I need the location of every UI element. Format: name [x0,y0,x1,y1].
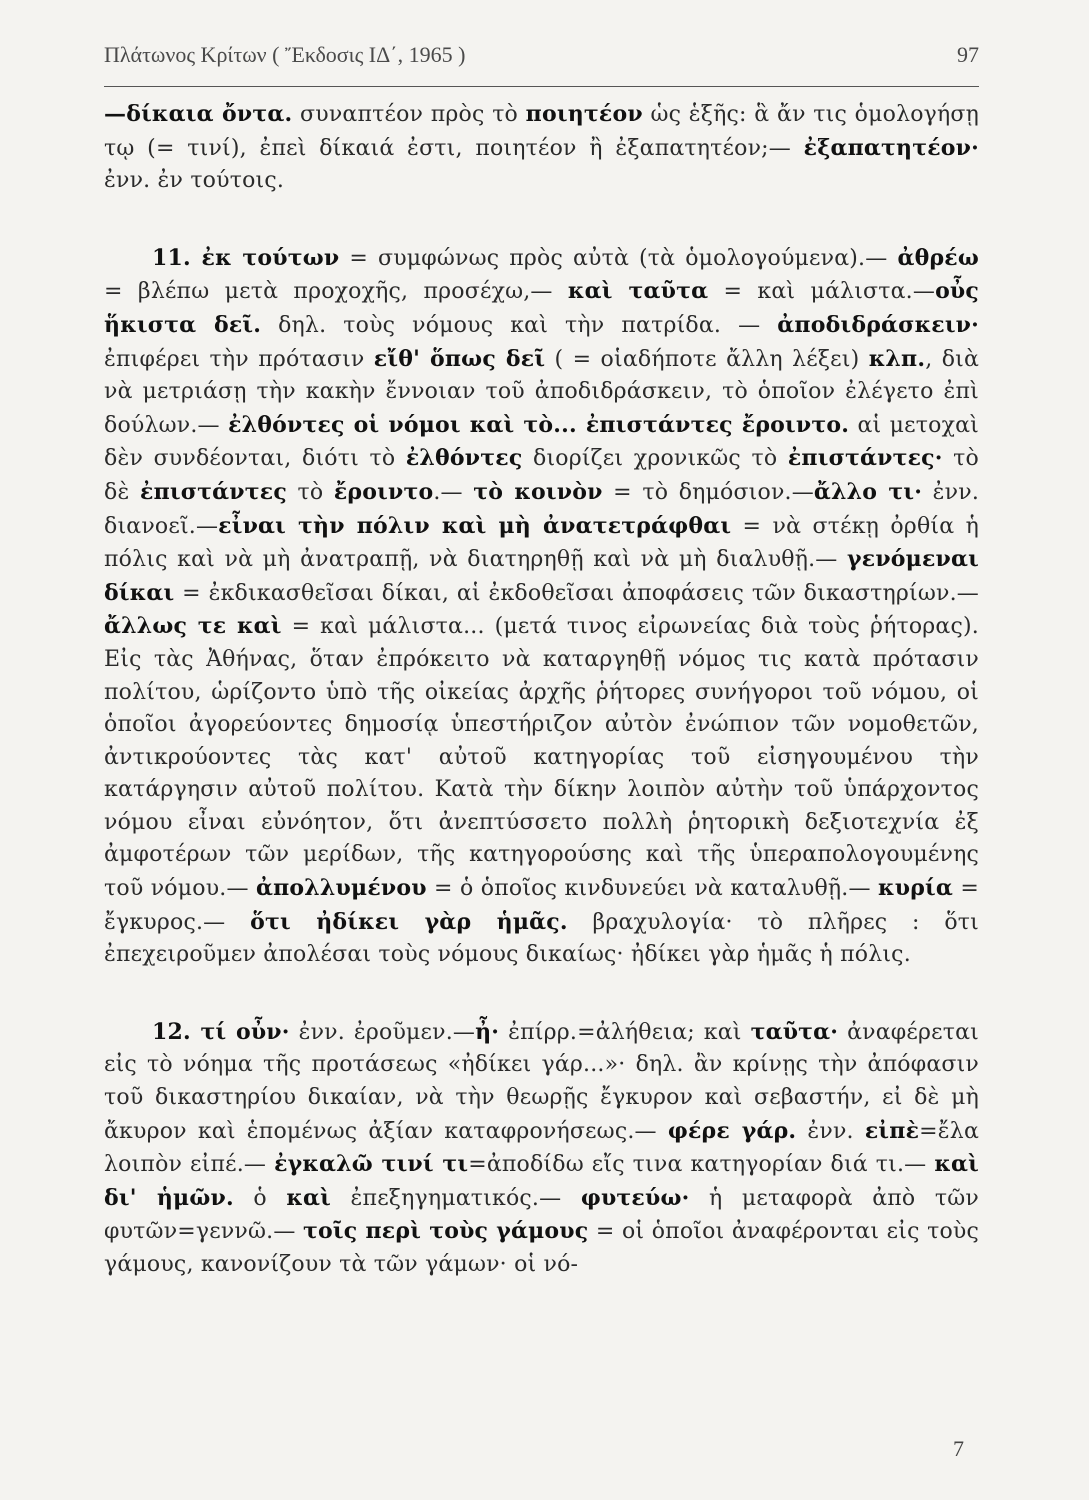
header-title: Πλάτωνος Κρίτων ( Ἔκδοσις ΙΔ΄, 1965 ) [104,42,466,67]
lemma-term: φυτεύω· [580,1184,690,1211]
lemma-term: ἦ· [475,1018,500,1045]
gloss-text: ὁ [233,1185,287,1211]
lemma-term: ἀθρέω [897,244,979,271]
gloss-text: = ἐκδικασθεῖσαι δίκαι, αἱ ἐκδοθεῖσαι ἀποφάσεις τῶν δικαστηρίων.— [174,580,979,606]
gloss-text: =ἔλα λοιπὸν εἰπέ.— [104,1118,979,1178]
lemma-term: καὶ [286,1184,332,1211]
gloss-text: = τὸ δημόσιον.— [602,479,814,505]
lemma-term: ἐπιστάντες [140,478,287,505]
lemma-term: ἐξαπατητέον· [803,134,979,161]
running-head [104,42,979,68]
gloss-text: ἐπεξηγηματικός.— [331,1185,581,1211]
lemma-term: ἐλθόντες [405,445,523,472]
lemma-term: ἔροιντο [333,478,434,505]
lemma-term: γενόμεναι δίκαι [104,546,979,606]
lemma-term: —δίκαια ὄντα. [104,101,293,127]
commentary-body [104,98,979,1282]
lemma-term: εἰπὲ [864,1117,920,1144]
paragraph-gap [104,198,979,242]
lemma-term: ἐλθόντες οἱ νόμοι καὶ τὸ... ἐπιστάντες ἔροιντο. [228,411,850,438]
gloss-text: ( = οἱαδήποτε ἄλλη λέξει) [545,346,869,372]
lemma-term: κυρία [878,875,954,902]
lemma-term: 12. τί οὖν· [152,1018,290,1045]
gloss-text: , διὰ νὰ μετριάσῃ τὴν κακὴν ἔννοιαν τοῦ ἀποδιδράσκειν, τὸ ὁποῖον ἐλέγετο ἐπὶ δούλων.— [104,346,980,438]
gloss-text: διορίζει χρονικῶς τὸ [522,446,788,472]
paragraph-1 [104,98,979,198]
gloss-text: ἐνν. ἐν τούτοις. [104,168,285,194]
lemma-term: ὅτι ἠδίκει γὰρ ἡμᾶς. [250,908,568,935]
lemma-term: ἄλλο τι· [813,478,923,505]
signature-mark: 7 [953,1436,964,1461]
paragraph-12 [104,1016,979,1282]
lemma-term: εἴθ' ὅπως δεῖ [373,345,546,372]
gloss-text: = καὶ μάλιστα... (μετά τινος εἰρωνείας διὰ τοὺς ῥήτορας). Εἰς τὰς Ἀθήνας, ὅταν ἐπρόκειτο νὰ καταργηθῇ νόμος τις κατὰ πρότασιν πολίτου, ὡρίζοντο ὑπὸ τῆς οἰκείας ἀρχῆς ῥήτορες συνήγοροι τοῦ νόμου, οἱ ὁποῖοι ἀγορεύοντες δημοσίᾳ ὑπεστήριζον αὐτὸν ἐνώπιον τῶν νομοθετῶν, ἀντικρούοντες τὰς κατ' αὐτοῦ κατηγορίας τοῦ εἰσηγουμένου τὴν κατάργησιν αὐτοῦ πολίτου. Κατὰ τὴν δίκην λοιπὸν αὐτὴν τοῦ ὑπάρχοντος νόμου εἶναι εὐνόητον, ὅτι ἀνεπτύσσετο πολλὴ ῥητορικὴ δεξιοτεχνία ἐξ ἀμφοτέρων τῶν μερίδων, τῆς κατηγορούσης καὶ τῆς ὑπεραπολογουμένης τοῦ νόμου.— [104,614,979,902]
lemma-term: ποιητέον [525,101,643,127]
gloss-text: = βλέπω μετὰ προχοχῆς, προσέχω,— [104,279,568,305]
lemma-term: εἶναι τὴν πόλιν καὶ μὴ ἀνατετράφθαι [218,512,732,539]
lemma-term: φέρε γάρ. [667,1117,797,1144]
gloss-text: .— [433,479,474,505]
lemma-term: κλπ. [868,345,926,372]
gloss-text: ἡ μεταφορὰ ἀπὸ τῶν φυτῶν=γεννῶ.— [104,1185,979,1245]
gloss-text: ὡς ἑξῆς: ἃ ἄν τις ὁμολογήσῃ τῳ (= τινί), ἐπεὶ δίκαιά ἐστι, ποιητέον ἢ ἐξαπατητέον;— [104,102,979,161]
gloss-text: =ἀποδίδω εἴς τινα κατηγορίαν διά τι.— [468,1152,935,1178]
gloss-text: βραχυλογία· τὸ πλῆρες : ὅτι ἐπεχειροῦμεν ἀπολέσαι τοὺς νόμους δικαίως· ἠδίκει γὰρ ἡμᾶς ἡ πόλις. [104,909,980,968]
gloss-text: = νὰ στέκῃ ὀρθία ἡ πόλις καὶ νὰ μὴ ἀνατραπῇ, νὰ διατηρηθῇ καὶ νὰ μὴ διαλυθῇ.— [104,513,979,573]
gloss-text: = συμφώνως πρὸς αὐτὰ (τὰ ὁμολογούμενα).— [339,245,898,271]
lemma-term: ταῦτα· [750,1018,839,1045]
lemma-term: ἄλλως τε καὶ [104,613,282,640]
gloss-text: = ἔγκυρος.— [104,876,979,935]
lemma-term: ἐπιστάντες· [787,445,943,472]
lemma-term: καὶ ταῦτα [567,278,709,305]
gloss-text: ἀναφέρεται εἰς τὸ νόημα τῆς προτάσεως «ἠδίκει γάρ...»· δηλ. ἂν κρίνῃς τὴν ἀπόφασιν τοῦ δικαστηρίου δικαίαν, νὰ τὴν θεωρῇς ἔγκυρον καὶ σεβαστήν, εἰ δὲ μὴ ἄκυρον καὶ ἑπομένως ἀξίαν καταφρονήσεως.— [104,1019,979,1144]
gloss-text: ἐνν. [796,1118,865,1144]
gloss-text: ἐνν. διανοεῖ.— [104,479,980,539]
lemma-term: καὶ δι' ἡμῶν. [104,1151,979,1211]
gloss-text: συναπτέον πρὸς τὸ [292,102,526,127]
gloss-text: ἐπιφέρει τὴν πρότασιν [104,346,374,372]
lemma-term: οὖς ἥκιστα δεῖ. [104,278,979,338]
lemma-term: ἀπολλυμένου [256,875,427,902]
gloss-text: ἐπίρρ.=ἀλήθεια; καὶ [499,1019,751,1045]
lemma-term: ἀποδιδράσκειν· [777,311,980,338]
page-number: 97 [957,42,979,67]
gloss-text: = καὶ μάλιστα.— [708,279,936,305]
paragraph-gap [104,972,979,1016]
paragraph-11 [104,242,979,972]
gloss-text: τὸ [286,479,334,505]
gloss-text: αἱ μετοχαὶ δὲν συνδέονται, διότι τὸ [104,412,979,472]
lemma-term: τὸ κοινὸν [473,478,603,505]
gloss-text: = οἱ ὁποῖοι ἀναφέρονται εἰς τοὺς γάμους, κανονίζουν τὰ τῶν γάμων· οἱ νό- [104,1219,979,1277]
header-rule [104,86,979,87]
lemma-term: 11. ἐκ τούτων [152,244,340,271]
lemma-term: ἐγκαλῶ τινί τι [274,1151,469,1178]
gloss-text: δηλ. τοὺς νόμους καὶ τὴν πατρίδα. — [261,312,778,338]
lemma-term: τοῖς περὶ τοὺς γάμους [303,1218,589,1245]
gloss-text: τὸ δὲ [104,446,979,505]
gloss-text: ἐνν. ἐροῦμεν.— [289,1019,476,1045]
gloss-text: = ὁ ὁποῖος κινδυνεύει νὰ καταλυθῇ.— [426,876,879,902]
